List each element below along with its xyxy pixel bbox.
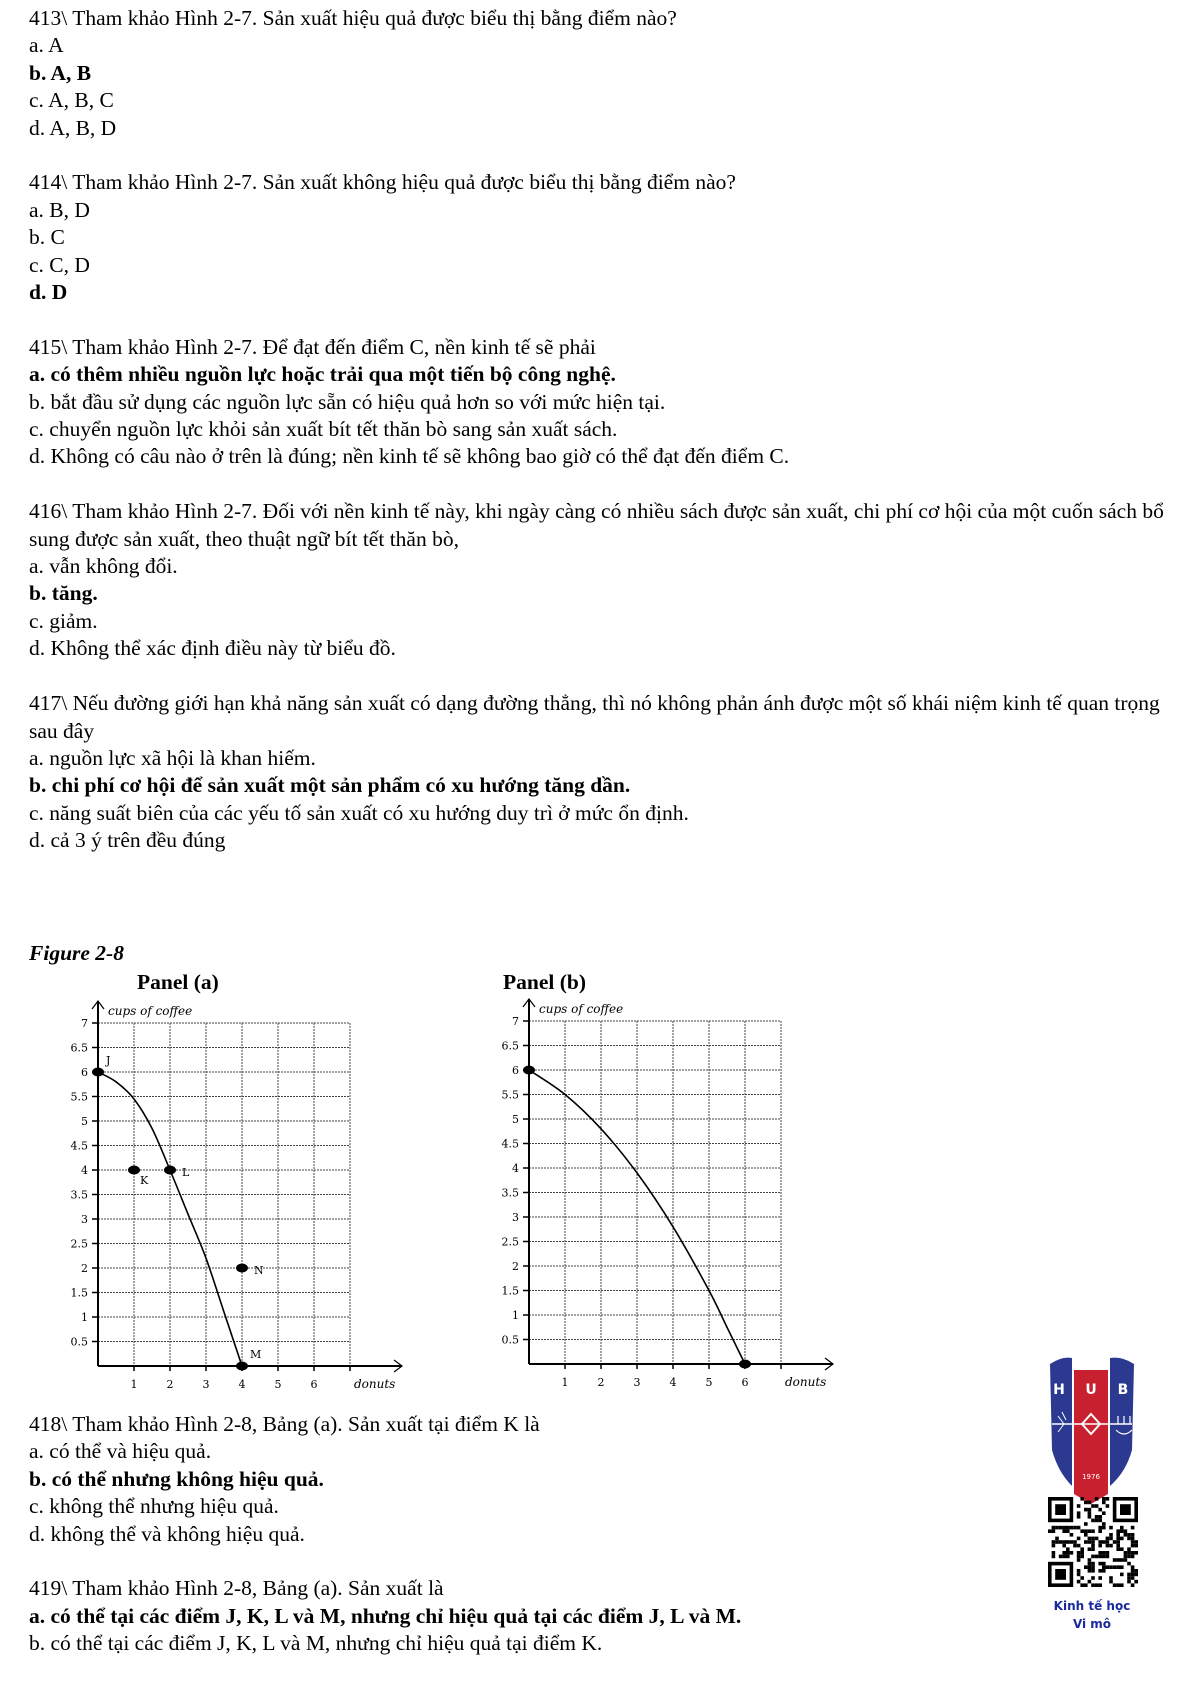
qr-module <box>1073 1544 1077 1548</box>
qr-module <box>1127 1547 1131 1551</box>
qr-module <box>1109 1544 1113 1548</box>
qr-module <box>1088 1558 1092 1562</box>
y-tick-label: 3.5 <box>70 1188 88 1202</box>
qr-module <box>1052 1551 1056 1555</box>
qr-finder-center <box>1055 1569 1066 1580</box>
qr-module <box>1091 1562 1095 1566</box>
question-stem: 415\ Tham khảo Hình 2-7. Để đạt đến điểm C, nền kinh tế sẽ phải <box>29 334 596 359</box>
option-c: c. C, D <box>29 252 90 277</box>
qr-module <box>1127 1555 1131 1559</box>
qr-module <box>1084 1533 1088 1537</box>
option-d: d. cả 3 ý trên đều đúng <box>29 828 226 853</box>
option-c: c. không thể nhưng hiệu quả. <box>29 1494 279 1519</box>
y-axis-title: cups of coffee <box>539 1002 624 1016</box>
hub-logo <box>1044 1354 1140 1594</box>
y-tick-label: 2.5 <box>501 1235 519 1249</box>
option-b: b. có thể tại các điểm J, K, L và M, nhưng chỉ hiệu quả tại điểm K. <box>29 1631 603 1656</box>
qr-module <box>1134 1540 1138 1544</box>
panel-b-title: Panel (b) <box>503 970 587 994</box>
point-label-l: L <box>182 1166 190 1179</box>
qr-module <box>1102 1511 1106 1515</box>
qr-module <box>1084 1583 1088 1587</box>
question-stem: 417\ Nếu đường giới hạn khả năng sản xuất có dạng đường thẳng, thì nó không phản ánh được một số khái niệm kinh tế quan trọng sau đây <box>29 691 1160 743</box>
x-tick-label: 2 <box>166 1378 174 1391</box>
qr-module <box>1080 1547 1084 1551</box>
qr-module <box>1109 1533 1113 1537</box>
qr-module <box>1077 1555 1081 1559</box>
point-marker <box>523 1066 535 1075</box>
option-c: c. chuyển nguồn lực khỏi sản xuất bít tết thăn bò sang sản xuất sách. <box>29 417 618 442</box>
y-tick-label: 1.5 <box>70 1286 88 1300</box>
qr-module <box>1116 1583 1120 1587</box>
qr-module <box>1109 1537 1113 1541</box>
qr-module <box>1077 1544 1081 1548</box>
question-stem: 413\ Tham khảo Hình 2-7. Sản xuất hiệu quả được biểu thị bằng điểm nào? <box>29 6 677 30</box>
qr-module <box>1127 1537 1131 1541</box>
option-a: a. nguồn lực xã hội là khan hiếm. <box>29 745 316 770</box>
option-b-correct: b. chi phí cơ hội để sản xuất một sản phẩm có xu hướng tăng dần. <box>29 773 631 798</box>
qr-module <box>1098 1526 1102 1530</box>
qr-module <box>1055 1537 1059 1541</box>
qr-module <box>1095 1515 1099 1519</box>
qr-module <box>1106 1565 1110 1569</box>
qr-module <box>1095 1497 1099 1501</box>
qr-module <box>1091 1555 1095 1559</box>
option-b-correct: b. có thể nhưng không hiệu quả. <box>29 1466 324 1491</box>
qr-module <box>1116 1558 1120 1562</box>
qr-module <box>1084 1501 1088 1505</box>
option-b-correct: b. A, B <box>29 60 92 85</box>
qr-module <box>1088 1501 1092 1505</box>
option-d: d. A, B, D <box>29 115 117 140</box>
qr-module <box>1131 1540 1135 1544</box>
qr-module <box>1113 1583 1117 1587</box>
qr-module <box>1120 1547 1124 1551</box>
qr-module <box>1106 1504 1110 1508</box>
qr-module <box>1116 1533 1120 1537</box>
option-a: a. A <box>29 33 64 58</box>
y-tick-label: 5.5 <box>501 1088 519 1102</box>
qr-module <box>1062 1529 1066 1533</box>
x-tick-label: 5 <box>274 1378 282 1391</box>
qr-module <box>1052 1544 1056 1548</box>
qr-module <box>1084 1508 1088 1512</box>
qr-module <box>1106 1537 1110 1541</box>
x-tick-label: 3 <box>202 1378 210 1391</box>
qr-module <box>1127 1576 1131 1580</box>
qr-module <box>1080 1529 1084 1533</box>
y-tick-label: 4 <box>81 1164 88 1177</box>
option-a: a. vẫn không đổi. <box>29 554 178 579</box>
y-tick-label: 2.5 <box>70 1237 88 1251</box>
qr-module <box>1077 1504 1081 1508</box>
qr-module <box>1124 1529 1128 1533</box>
y-tick-label: 5 <box>81 1115 88 1128</box>
qr-module <box>1091 1576 1095 1580</box>
qr-module <box>1113 1540 1117 1544</box>
question-419 <box>29 1575 1029 1657</box>
qr-module <box>1106 1555 1110 1559</box>
qr-module <box>1088 1547 1092 1551</box>
qr-module <box>1127 1562 1131 1566</box>
qr-module <box>1120 1526 1124 1530</box>
qr-module <box>1091 1540 1095 1544</box>
qr-module <box>1070 1551 1074 1555</box>
qr-module <box>1059 1526 1063 1530</box>
qr-module <box>1098 1540 1102 1544</box>
qr-module <box>1116 1547 1120 1551</box>
caption-line-2: Vi mô <box>1072 1617 1112 1631</box>
option-d: d. Không có câu nào ở trên là đúng; nền kinh tế sẽ không bao giờ có thể đạt đến điểm C. <box>29 444 790 469</box>
qr-module <box>1098 1519 1102 1523</box>
qr-module <box>1077 1515 1081 1519</box>
x-tick-label: 4 <box>669 1376 677 1389</box>
qr-module <box>1131 1544 1135 1548</box>
option-d: d. Không thể xác định điều này từ biểu đồ. <box>29 636 396 661</box>
qr-module <box>1131 1569 1135 1573</box>
qr-module <box>1124 1555 1128 1559</box>
qr-module <box>1131 1551 1135 1555</box>
qr-module <box>1073 1540 1077 1544</box>
logo-letter-h: H <box>1053 1382 1065 1398</box>
qr-module <box>1070 1533 1074 1537</box>
qr-module <box>1134 1569 1138 1573</box>
qr-module <box>1055 1526 1059 1530</box>
qr-module <box>1102 1540 1106 1544</box>
qr-module <box>1091 1583 1095 1587</box>
qr-module <box>1102 1569 1106 1573</box>
qr-module <box>1095 1583 1099 1587</box>
y-tick-label: 1.5 <box>501 1284 519 1298</box>
qr-module <box>1070 1540 1074 1544</box>
question-stem: 414\ Tham khảo Hình 2-7. Sản xuất không hiệu quả được biểu thị bằng điểm nào? <box>29 170 736 195</box>
qr-module <box>1116 1565 1120 1569</box>
logo-letter-u: U <box>1085 1382 1097 1398</box>
qr-module <box>1098 1569 1102 1573</box>
qr-module <box>1080 1576 1084 1580</box>
qr-module <box>1098 1583 1102 1587</box>
qr-module <box>1131 1537 1135 1541</box>
qr-module <box>1077 1551 1081 1555</box>
y-tick-label: 3 <box>81 1213 88 1226</box>
option-a-correct: a. có thêm nhiều nguồn lực hoặc trải qua một tiến bộ công nghệ. <box>29 362 616 387</box>
qr-module <box>1066 1526 1070 1530</box>
qr-module <box>1102 1551 1106 1555</box>
y-tick-label: 4.5 <box>501 1137 519 1151</box>
qr-module <box>1091 1529 1095 1533</box>
x-tick-label: 3 <box>633 1376 641 1389</box>
qr-module <box>1084 1565 1088 1569</box>
qr-module <box>1106 1497 1110 1501</box>
qr-module <box>1088 1562 1092 1566</box>
qr-module <box>1127 1580 1131 1584</box>
option-b: b. C <box>29 225 65 250</box>
qr-module <box>1066 1555 1070 1559</box>
qr-module <box>1127 1551 1131 1555</box>
qr-module <box>1102 1562 1106 1566</box>
caption-line-1: Kinh tế học <box>1053 1599 1131 1613</box>
y-tick-label: 7 <box>81 1017 88 1030</box>
qr-module <box>1084 1522 1088 1526</box>
y-tick-label: 3.5 <box>501 1186 519 1200</box>
qr-module <box>1052 1529 1056 1533</box>
qr-module <box>1052 1555 1056 1559</box>
point-marker <box>739 1360 751 1369</box>
qr-module <box>1070 1526 1074 1530</box>
qr-finder-center <box>1055 1504 1066 1515</box>
qr-module <box>1066 1547 1070 1551</box>
qr-module <box>1091 1547 1095 1551</box>
qr-module <box>1098 1529 1102 1533</box>
qr-module <box>1080 1551 1084 1555</box>
qr-module <box>1091 1519 1095 1523</box>
qr-module <box>1131 1565 1135 1569</box>
x-tick-label: 2 <box>597 1376 605 1389</box>
qr-module <box>1109 1526 1113 1530</box>
qr-module <box>1098 1508 1102 1512</box>
qr-module <box>1131 1573 1135 1577</box>
x-tick-label: 5 <box>705 1376 713 1389</box>
qr-module <box>1102 1497 1106 1501</box>
y-tick-label: 1 <box>512 1309 519 1322</box>
qr-module <box>1098 1555 1102 1559</box>
qr-module <box>1120 1565 1124 1569</box>
qr-module <box>1080 1497 1084 1501</box>
qr-module <box>1124 1558 1128 1562</box>
qr-finder-center <box>1120 1504 1131 1515</box>
qr-module <box>1120 1583 1124 1587</box>
point-label-k: K <box>140 1174 149 1187</box>
qr-module <box>1088 1508 1092 1512</box>
qr-module <box>1062 1540 1066 1544</box>
y-axis-title: cups of coffee <box>108 1004 193 1018</box>
qr-module <box>1095 1537 1099 1541</box>
qr-module <box>1131 1526 1135 1530</box>
qr-module <box>1055 1540 1059 1544</box>
option-b: b. bắt đầu sử dụng các nguồn lực sẵn có hiệu quả hơn so với mức hiện tại. <box>29 389 666 414</box>
qr-module <box>1134 1573 1138 1577</box>
qr-module <box>1066 1540 1070 1544</box>
qr-module <box>1077 1537 1081 1541</box>
question-stem: 416\ Tham khảo Hình 2-7. Đối với nền kinh tế này, khi ngày càng có nhiều sách được sản xuất, chi phí cơ hội của một cuốn sách bổ sung được sản xuất, theo thuật ngữ bít tết thăn bò, <box>29 499 1164 551</box>
qr-module <box>1052 1540 1056 1544</box>
qr-module <box>1088 1580 1092 1584</box>
qr-module <box>1116 1544 1120 1548</box>
qr-module <box>1102 1501 1106 1505</box>
qr-module <box>1091 1544 1095 1548</box>
qr-module <box>1131 1555 1135 1559</box>
qr-module <box>1120 1529 1124 1533</box>
option-a-correct: a. có thể tại các điểm J, K, L và M, nhưng chỉ hiệu quả tại các điểm J, L và M. <box>29 1603 742 1628</box>
qr-code-icon <box>1048 1497 1138 1587</box>
qr-module <box>1077 1573 1081 1577</box>
qr-module <box>1102 1565 1106 1569</box>
option-b-correct: b. tăng. <box>29 581 98 606</box>
qr-module <box>1116 1529 1120 1533</box>
point-label-n: N <box>254 1264 264 1277</box>
qr-module <box>1077 1558 1081 1562</box>
qr-module <box>1106 1551 1110 1555</box>
qr-module <box>1088 1529 1092 1533</box>
x-axis-title: donuts <box>785 1375 827 1389</box>
qr-module <box>1131 1583 1135 1587</box>
y-tick-label: 4 <box>512 1162 519 1175</box>
qr-module <box>1084 1540 1088 1544</box>
qr-module <box>1088 1537 1092 1541</box>
qr-module <box>1062 1551 1066 1555</box>
qr-module <box>1131 1576 1135 1580</box>
panel-a-title: Panel (a) <box>137 970 219 994</box>
qr-module <box>1088 1515 1092 1519</box>
y-tick-label: 6.5 <box>70 1041 88 1055</box>
qr-module <box>1098 1515 1102 1519</box>
qr-module <box>1131 1533 1135 1537</box>
figure-title: Figure 2-8 <box>29 941 124 965</box>
question-stem: 419\ Tham khảo Hình 2-8, Bảng (a). Sản xuất là <box>29 1576 444 1601</box>
qr-module <box>1066 1551 1070 1555</box>
qr-module <box>1113 1558 1117 1562</box>
qr-module <box>1106 1540 1110 1544</box>
qr-module <box>1120 1573 1124 1577</box>
qr-module <box>1077 1526 1081 1530</box>
qr-module <box>1109 1576 1113 1580</box>
qr-module <box>1080 1583 1084 1587</box>
qr-module <box>1091 1569 1095 1573</box>
y-tick-label: 5 <box>512 1113 519 1126</box>
y-tick-label: 1 <box>81 1311 88 1324</box>
x-tick-label: 6 <box>310 1378 318 1391</box>
question-stem: 418\ Tham khảo Hình 2-8, Bảng (a). Sản xuất tại điểm K là <box>29 1412 540 1436</box>
qr-module <box>1059 1555 1063 1559</box>
qr-module <box>1098 1551 1102 1555</box>
x-tick-label: 4 <box>238 1378 246 1391</box>
qr-module <box>1088 1569 1092 1573</box>
qr-module <box>1102 1522 1106 1526</box>
qr-module <box>1088 1540 1092 1544</box>
qr-module <box>1095 1519 1099 1523</box>
logo-year: 1976 <box>1082 1473 1100 1481</box>
qr-module <box>1066 1529 1070 1533</box>
qr-module <box>1116 1537 1120 1541</box>
point-label-m: M <box>250 1348 262 1361</box>
x-tick-label: 1 <box>130 1378 138 1391</box>
qr-module <box>1048 1529 1052 1533</box>
qr-module <box>1098 1544 1102 1548</box>
question-418 <box>29 1411 1029 1548</box>
option-d: d. không thể và không hiệu quả. <box>29 1521 305 1546</box>
y-tick-label: 2 <box>512 1260 519 1273</box>
y-tick-label: 4.5 <box>70 1139 88 1153</box>
qr-module <box>1095 1555 1099 1559</box>
x-tick-label: 1 <box>561 1376 569 1389</box>
qr-module <box>1062 1555 1066 1559</box>
qr-module <box>1109 1565 1113 1569</box>
qr-module <box>1109 1580 1113 1584</box>
qr-module <box>1102 1526 1106 1530</box>
option-c: c. giảm. <box>29 608 98 633</box>
qr-module <box>1088 1511 1092 1515</box>
qr-module <box>1116 1540 1120 1544</box>
question-list-bottom <box>29 1411 1029 1685</box>
qr-module <box>1091 1537 1095 1541</box>
y-tick-label: 6 <box>81 1066 88 1079</box>
qr-module <box>1073 1526 1077 1530</box>
qr-module <box>1127 1533 1131 1537</box>
y-tick-label: 2 <box>81 1262 88 1275</box>
x-axis-title: donuts <box>354 1377 396 1391</box>
y-tick-label: 0.5 <box>501 1333 519 1347</box>
qr-module <box>1124 1533 1128 1537</box>
qr-module <box>1098 1576 1102 1580</box>
qr-module <box>1077 1569 1081 1573</box>
y-tick-label: 3 <box>512 1211 519 1224</box>
qr-module <box>1084 1529 1088 1533</box>
point-label-j: J <box>106 1054 111 1067</box>
qr-module <box>1102 1555 1106 1559</box>
qr-module <box>1077 1511 1081 1515</box>
logo-caption <box>1030 1597 1154 1633</box>
grid <box>529 1021 781 1364</box>
qr-module <box>1134 1580 1138 1584</box>
option-c: c. A, B, C <box>29 88 114 113</box>
qr-module <box>1106 1544 1110 1548</box>
qr-module <box>1077 1580 1081 1584</box>
qr-module <box>1120 1537 1124 1541</box>
shield-icon <box>1050 1358 1134 1504</box>
y-tick-label: 6.5 <box>501 1039 519 1053</box>
option-c: c. năng suất biên của các yếu tố sản xuất có xu hướng duy trì ở mức ổn định. <box>29 800 689 825</box>
x-tick-label: 6 <box>741 1376 749 1389</box>
qr-module <box>1091 1565 1095 1569</box>
logo-letter-b: B <box>1117 1382 1129 1398</box>
option-a: a. B, D <box>29 197 90 222</box>
y-tick-label: 5.5 <box>70 1090 88 1104</box>
option-d-correct: d. D <box>29 280 68 305</box>
qr-module <box>1095 1504 1099 1508</box>
qr-module <box>1120 1558 1124 1562</box>
qr-module <box>1134 1551 1138 1555</box>
qr-module <box>1062 1544 1066 1548</box>
qr-module <box>1059 1540 1063 1544</box>
qr-module <box>1080 1555 1084 1559</box>
y-tick-label: 6 <box>512 1064 519 1077</box>
qr-module <box>1134 1544 1138 1548</box>
qr-module <box>1098 1562 1102 1566</box>
option-a: a. có thể và hiệu quả. <box>29 1439 212 1464</box>
qr-module <box>1124 1551 1128 1555</box>
qr-module <box>1113 1565 1117 1569</box>
qr-module <box>1088 1565 1092 1569</box>
y-tick-label: 7 <box>512 1015 519 1028</box>
qr-module <box>1062 1526 1066 1530</box>
qr-module <box>1127 1573 1131 1577</box>
qr-module <box>1091 1504 1095 1508</box>
qr-module <box>1052 1526 1056 1530</box>
y-tick-label: 0.5 <box>70 1335 88 1349</box>
